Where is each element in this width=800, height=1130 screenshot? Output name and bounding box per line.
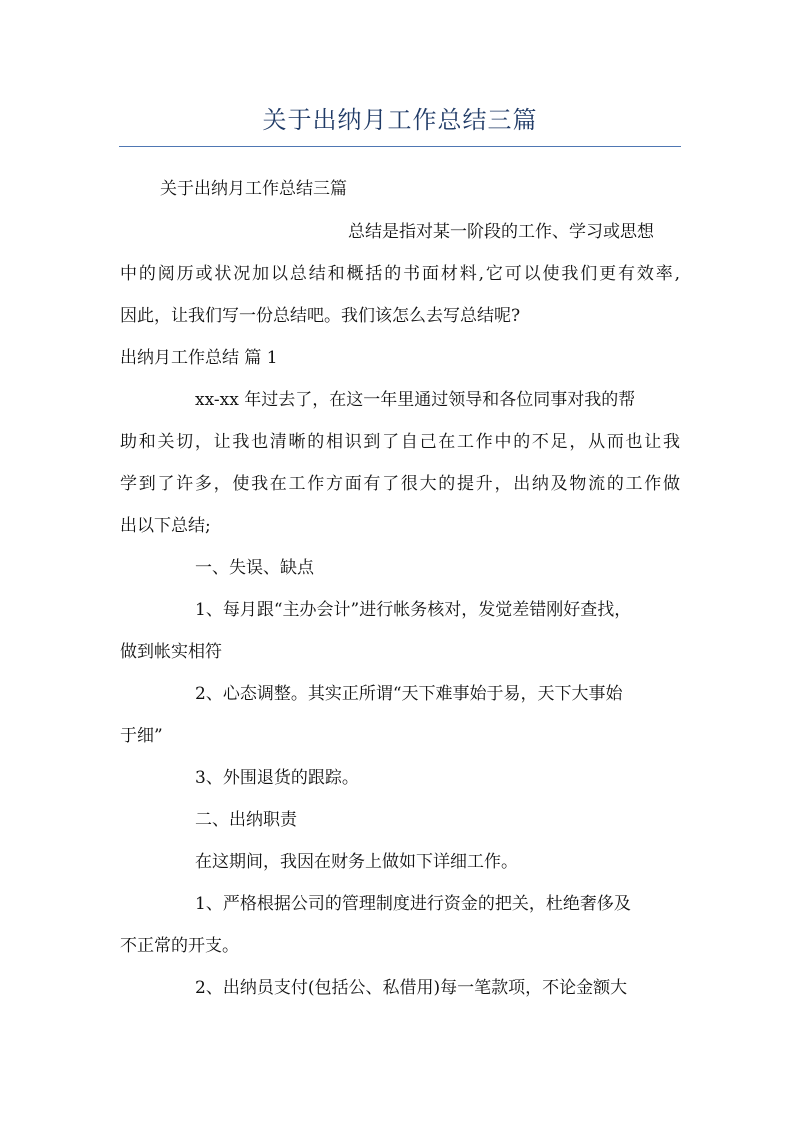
- subtitle: 关于出纳月工作总结三篇: [160, 179, 347, 199]
- para1-line-4: 出以下总结;: [120, 516, 211, 536]
- item1-line-1: 1、每月跟“主办会计”进行帐务核对，发觉差错刚好查找，: [195, 600, 632, 620]
- part2-intro: 在这期间，我因在财务上做如下详细工作。: [195, 852, 518, 872]
- intro-line-2: 中的阅历或状况加以总结和概括的书面材料,它可以使我们更有效率,: [120, 264, 680, 284]
- item2-line-2: 于细”: [120, 726, 163, 746]
- para1-line-1: xx-xx 年过去了，在这一年里通过领导和各位同事对我的帮: [195, 390, 636, 410]
- item2-line-1: 2、心态调整。其实正所谓“天下难事始于易，天下大事始: [195, 684, 623, 704]
- part2-heading: 二、出纳职责: [195, 810, 297, 830]
- intro-line-1: 总结是指对某一阶段的工作、学习或思想: [348, 222, 654, 242]
- duty1-line-2: 不正常的开支。: [120, 936, 239, 956]
- duty2-line-1: 2、出纳员支付(包括公、私借用)每一笔款项，不论金额大: [195, 978, 628, 998]
- duty1-line-1: 1、严格根据公司的管理制度进行资金的把关，杜绝奢侈及: [195, 894, 631, 914]
- para1-line-2: 助和关切，让我也清晰的相识到了自己在工作中的不足，从而也让我: [120, 432, 680, 452]
- section-heading: 出纳月工作总结 篇 1: [120, 348, 278, 368]
- item1-line-2: 做到帐实相符: [120, 642, 222, 662]
- title-underline: [119, 146, 681, 147]
- intro-line-3: 因此，让我们写一份总结吧。我们该怎么去写总结呢?: [120, 306, 521, 326]
- para1-line-3: 学到了许多，使我在工作方面有了很大的提升，出纳及物流的工作做: [120, 474, 680, 494]
- part1-heading: 一、失误、缺点: [195, 558, 314, 578]
- item3: 3、外围退货的跟踪。: [195, 768, 359, 788]
- document-title: 关于出纳月工作总结三篇: [262, 106, 538, 134]
